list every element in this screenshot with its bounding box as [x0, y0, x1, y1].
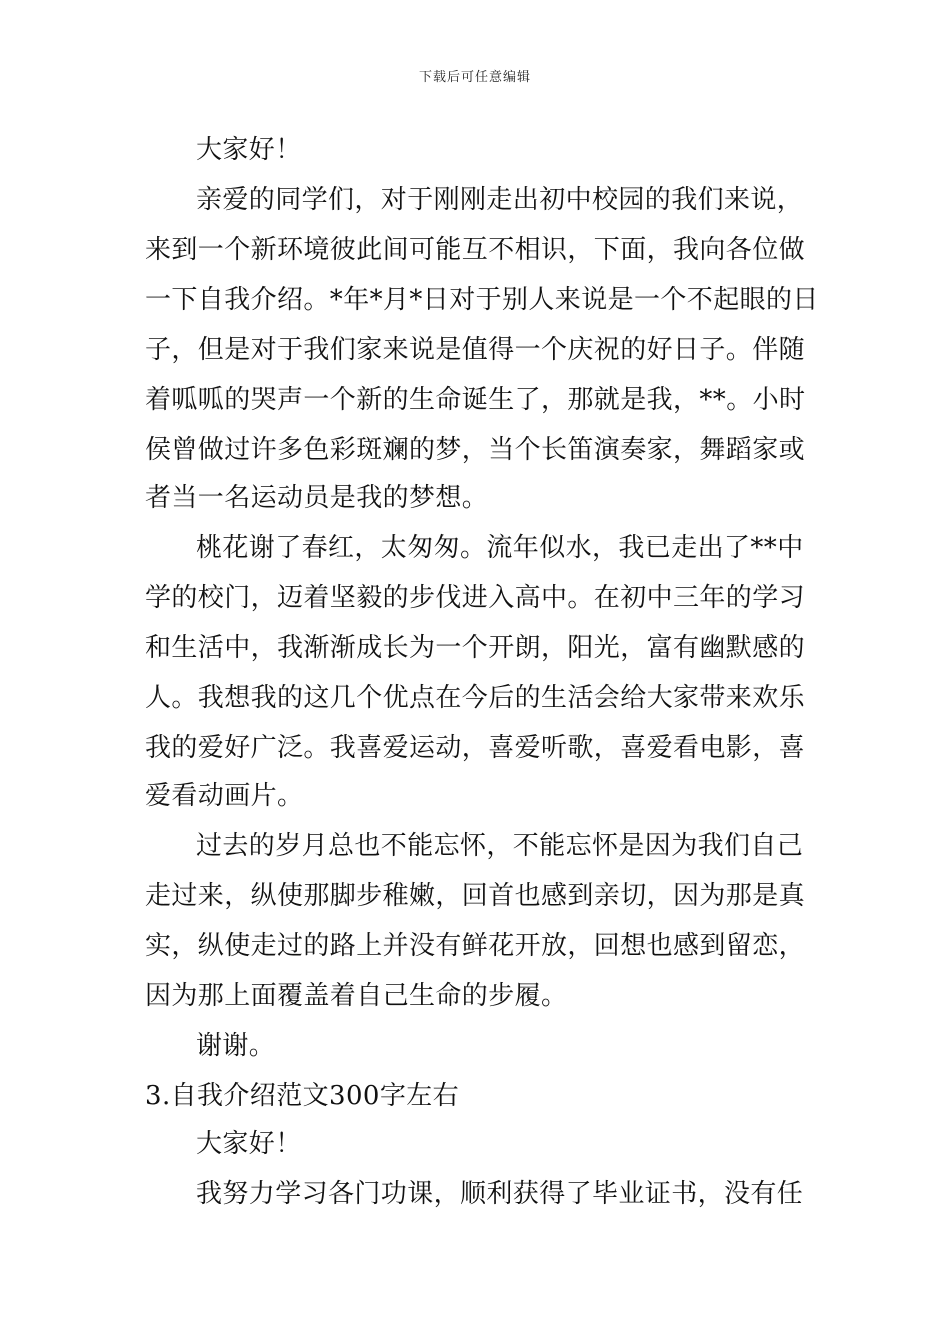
- paragraph-line: 着呱呱的哭声一个新的生命诞生了，那就是我，**。小时: [145, 385, 806, 415]
- paragraph-line: 子，但是对于我们家来说是值得一个庆祝的好日子。伴随: [145, 335, 806, 365]
- greeting-line: 大家好！: [196, 1129, 302, 1159]
- paragraph-line: 学的校门，迈着坚毅的步伐进入高中。在初中三年的学习: [145, 583, 806, 613]
- paragraph-line: 和生活中，我渐渐成长为一个开朗，阳光，富有幽默感的: [145, 633, 806, 663]
- header-note: 下载后可任意编辑: [418, 70, 531, 85]
- paragraph-line: 过去的岁月总也不能忘怀，不能忘怀是因为我们自己: [196, 831, 804, 861]
- paragraph-line: 我努力学习各门功课，顺利获得了毕业证书，没有任: [196, 1179, 804, 1209]
- paragraph-line: 来到一个新环境彼此间可能互不相识，下面，我向各位做: [145, 235, 806, 265]
- paragraph-line: 爱看动画片。: [145, 781, 304, 811]
- paragraph-line: 亲爱的同学们，对于刚刚走出初中校园的我们来说，: [196, 185, 804, 215]
- paragraph-line: 者当一名运动员是我的梦想。: [145, 483, 489, 513]
- paragraph-line: 一下自我介绍。*年*月*日对于别人来说是一个不起眼的日: [145, 285, 819, 315]
- paragraph-line: 侯曾做过许多色彩斑斓的梦，当个长笛演奏家，舞蹈家或: [145, 435, 806, 465]
- paragraph-line: 因为那上面覆盖着自己生命的步履。: [145, 981, 568, 1011]
- closing-line: 谢谢。: [196, 1031, 276, 1061]
- paragraph-line: 桃花谢了春红，太匆匆。流年似水，我已走出了**中: [196, 533, 804, 563]
- paragraph-line: 人。我想我的这几个优点在今后的生活会给大家带来欢乐: [145, 683, 806, 713]
- paragraph-line: 走过来，纵使那脚步稚嫩，回首也感到亲切，因为那是真: [145, 881, 806, 911]
- paragraph-line: 我的爱好广泛。我喜爱运动，喜爱听歌，喜爱看电影，喜: [145, 733, 806, 763]
- paragraph-line: 实，纵使走过的路上并没有鲜花开放，回想也感到留恋，: [145, 931, 806, 961]
- section-heading: 3.自我介绍范文300字左右: [145, 1081, 460, 1111]
- greeting-line: 大家好！: [196, 135, 302, 165]
